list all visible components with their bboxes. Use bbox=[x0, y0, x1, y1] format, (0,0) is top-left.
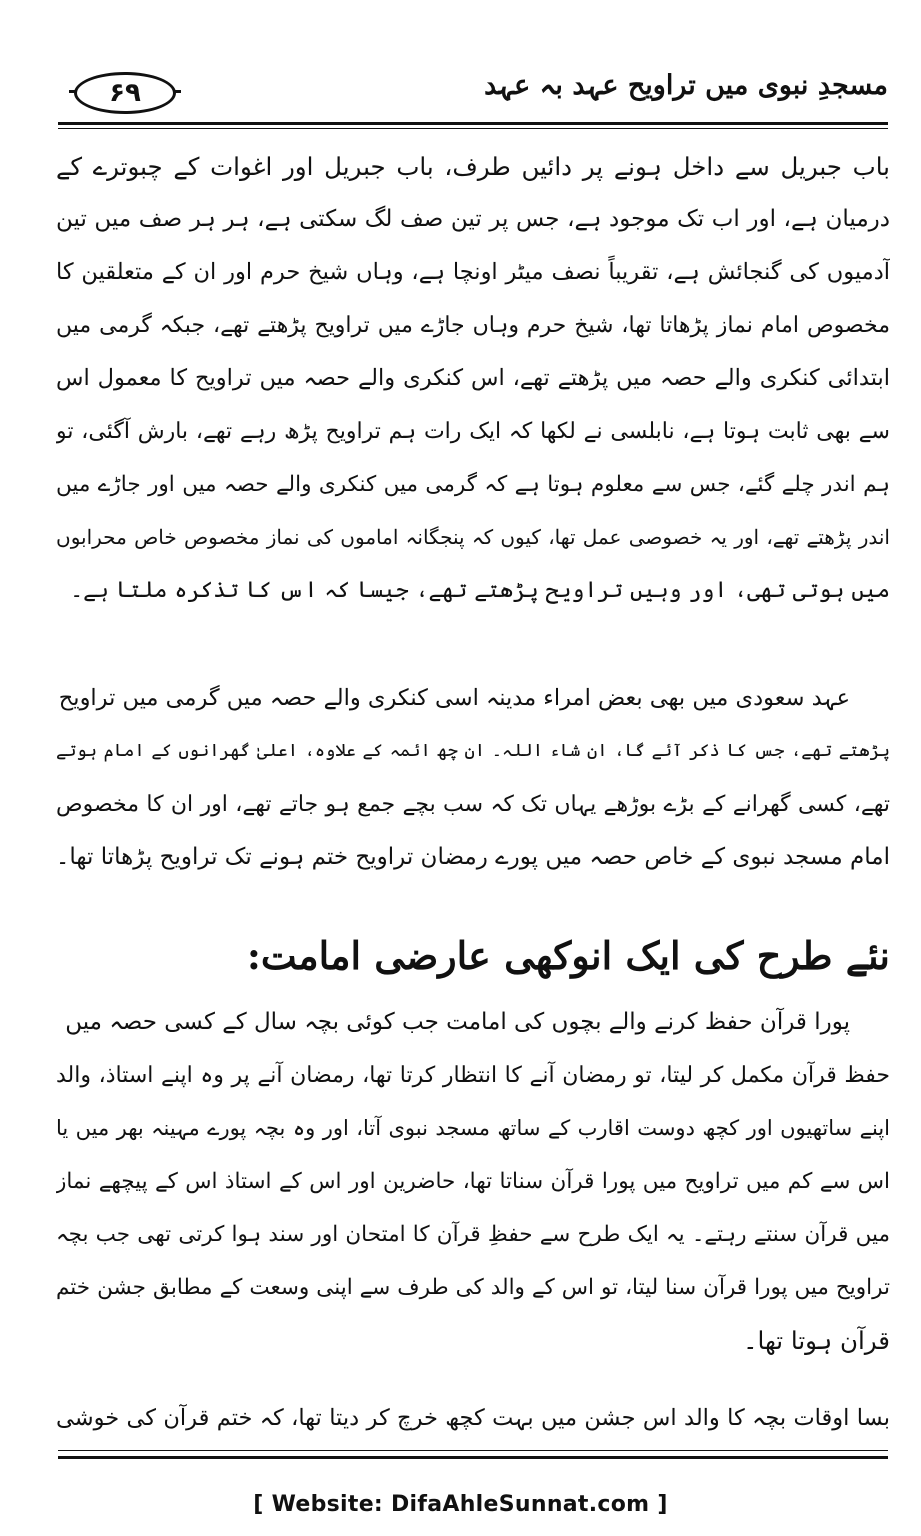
text-line: درمیان ہے، اور اب تک موجود ہے، جس پر تین صف لگ سکتی ہے، ہر ہر صف میں تین bbox=[56, 206, 890, 232]
website-footer: [ Website: DifaAhleSunnat.com ] bbox=[253, 1492, 668, 1517]
text-line: حفظ قرآن مکمل کر لیتا، تو رمضان آنے کا انتظار کرتا تھا، رمضان آنے پر وہ اپنے استاذ، والد bbox=[56, 1063, 890, 1088]
running-title: مسجدِ نبوی میں تراویح عہد بہ عہد bbox=[484, 70, 888, 101]
text-line: اس سے کم میں تراویح میں پورا قرآن سناتا تھا، حاضرین اور اس کے استاذ اس کے پیچھے نماز bbox=[56, 1169, 890, 1194]
text-line: ہم اندر چلے گئے، جس سے معلوم ہوتا ہے کہ گرمی میں کنکری والے حصہ میں اور جاڑے میں bbox=[56, 472, 890, 497]
paragraph-2 bbox=[56, 672, 890, 884]
header-divider-thin bbox=[58, 128, 888, 129]
footer-divider bbox=[58, 1456, 888, 1459]
footer-divider-thin bbox=[58, 1450, 888, 1451]
paragraph-1 bbox=[56, 140, 890, 617]
header-divider bbox=[58, 122, 888, 125]
text-line: میں قرآن سنتے رہتے۔ یہ ایک طرح سے حفظِ قرآن کا امتحان اور سند ہوا کرتی تھی جب بچہ bbox=[56, 1222, 890, 1247]
text-line: تھے، کسی گھرانے کے بڑے بوڑھے یہاں تک کہ سب بچے جمع ہو جاتے تھے، اور ان کا مخصوص bbox=[56, 792, 890, 817]
text-line: میں ہوتی تھی، اور وہیں تراویح پڑھتے تھے، جیسا کہ اس کا تذکرہ ملتا ہے۔ bbox=[70, 578, 890, 603]
text-line: اپنے ساتھیوں اور کچھ دوست اقارب کے ساتھ مسجد نبوی آتا، اور وہ بچہ پورے مہینہ بھر میں یا bbox=[56, 1116, 890, 1140]
paragraph-3 bbox=[56, 996, 890, 1367]
page-number: ۶۹ bbox=[74, 72, 176, 114]
text-line: قرآن ہوتا تھا۔ bbox=[743, 1326, 890, 1355]
text-line: امام مسجد نبوی کے خاص حصہ میں پورے رمضان تراویح ختم ہونے تک تراویح پڑھاتا تھا۔ bbox=[56, 844, 890, 870]
text-line: پڑھتے تھے، جس کا ذکر آئے گا، ان شاء اللہ۔ ان چھ ائمہ کے علاوہ، اعلیٰ گھرانوں کے امام ہوتے bbox=[56, 741, 890, 761]
text-line: باب جبریل سے داخل ہونے پر دائیں طرف، باب جبریل اور اغوات کے چبوترے کے bbox=[56, 152, 890, 181]
text-line: عہد سعودی میں بھی بعض امراء مدینہ اسی کنکری والے حصہ میں گرمی میں تراویح bbox=[58, 685, 850, 711]
section-heading: نئے طرح کی ایک انوکھی عارضی امامت: bbox=[246, 933, 890, 978]
text-line: آدمیوں کی گنجائش ہے، تقریباً نصف میٹر اونچا ہے، وہاں شیخ حرم اور ان کے متعلقین کا bbox=[56, 259, 890, 285]
text-line: ابتدائی کنکری والے حصہ میں پڑھتے تھے، اس کنکری والے حصہ میں تراویح کا معمول اس bbox=[56, 365, 890, 391]
text-line: تراویح میں پورا قرآن سنا لیتا، تو اس کے والد کی طرف سے اپنی وسعت کے مطابق جشن ختم bbox=[56, 1275, 890, 1300]
text-line: اندر پڑھتے تھے، اور یہ خصوصی عمل تھا، کیوں کہ پنجگانہ اماموں کی نماز مخصوص خاص محرابوں bbox=[56, 525, 890, 549]
text-line: سے بھی ثابت ہوتا ہے، نابلسی نے لکھا کہ ایک رات ہم تراویح پڑھ رہے تھے، بارش آگئی، تو bbox=[56, 419, 890, 444]
text-line: پورا قرآن حفظ کرنے والے بچوں کی امامت جب کوئی بچہ سال کے کسی حصہ میں bbox=[65, 1009, 850, 1035]
text-line: بسا اوقات بچہ کا والد اس جشن میں بہت کچھ خرچ کر دیتا تھا، کہ ختم قرآن کی خوشی bbox=[56, 1405, 890, 1431]
text-line: مخصوص امام نماز پڑھاتا تھا، شیخ حرم وہاں جاڑے میں تراویح پڑھتے تھے، جبکہ گرمی میں bbox=[56, 313, 890, 338]
paragraph-4 bbox=[56, 1392, 890, 1445]
